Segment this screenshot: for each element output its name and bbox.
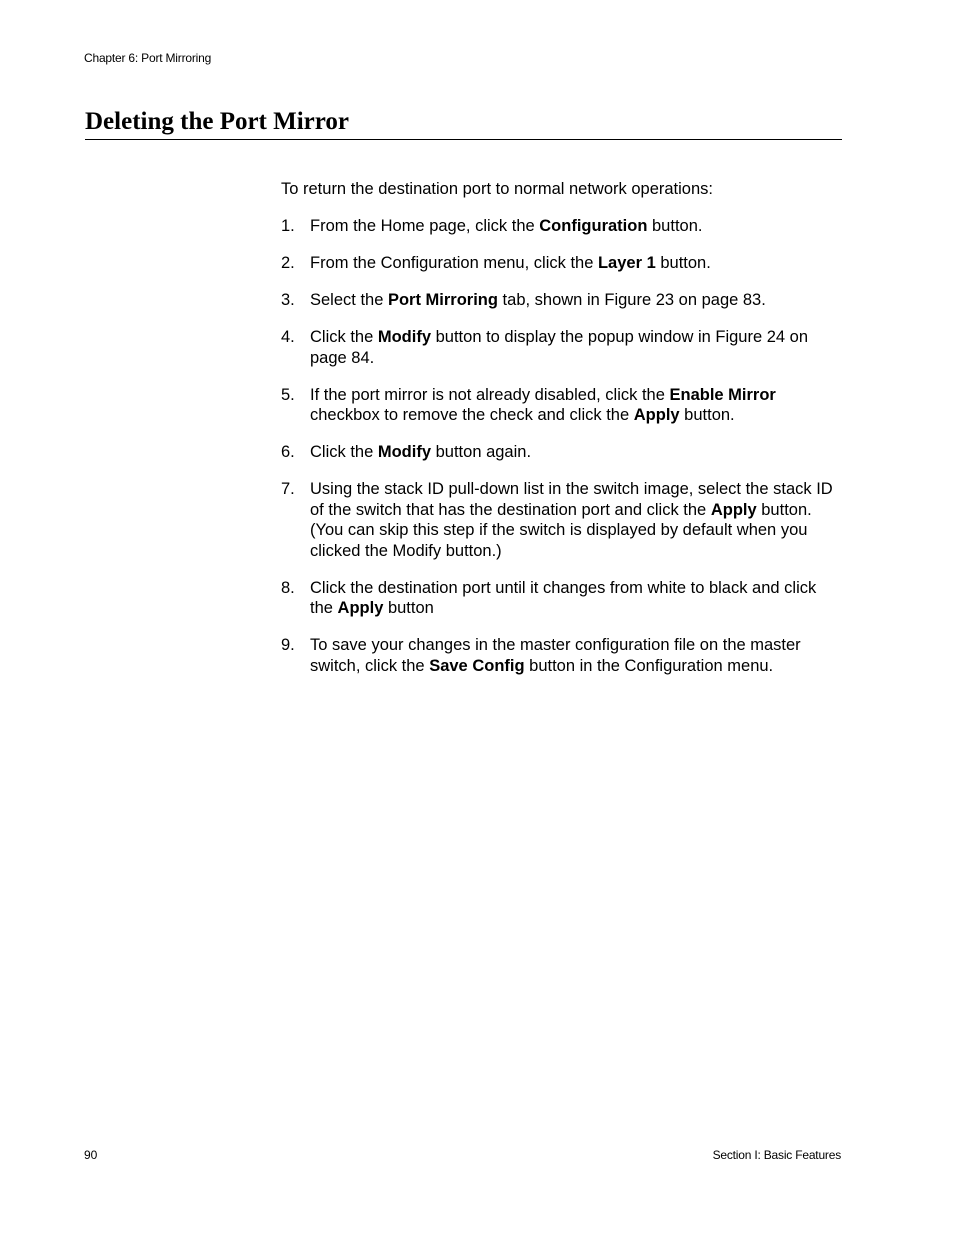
- step-text: [310, 328, 808, 367]
- body-content: [281, 179, 841, 693]
- step-number: 6.: [281, 443, 295, 461]
- step-emphasis: Layer 1: [597, 254, 656, 272]
- step-emphasis: Apply: [337, 599, 384, 617]
- running-header: Chapter 6: Port Mirroring: [84, 51, 212, 65]
- step-text: [310, 386, 776, 425]
- step-emphasis: Save Config: [429, 656, 525, 675]
- step-text-run: Using the stack ID pull-down list in the switch image, select the stack ID of the switch that has the destination port and click the: [310, 480, 833, 519]
- step-text-run: button again.: [431, 443, 532, 461]
- step-emphasis: Enable Mirror: [669, 385, 776, 404]
- step-emphasis: Modify: [377, 443, 432, 461]
- step-text: [310, 636, 801, 675]
- step-text-run: tab, shown in Figure 23 on page 83.: [497, 291, 766, 309]
- step-item: [281, 442, 841, 463]
- step-text: [310, 291, 766, 309]
- step-text-run: If the port mirror is not already disabled, click the: [310, 385, 670, 404]
- step-number: 1.: [281, 217, 295, 235]
- step-text-run: checkbox to remove the check and click the: [310, 406, 634, 424]
- step-text: [310, 443, 531, 461]
- step-number: 4.: [281, 328, 295, 346]
- step-emphasis: Port Mirroring: [387, 291, 498, 309]
- intro-paragraph: To return the destination port to normal network operations:: [281, 180, 713, 198]
- step-item: [281, 385, 841, 426]
- step-emphasis: Modify: [377, 328, 432, 346]
- step-number: 9.: [281, 636, 295, 654]
- page-number: 90: [84, 1148, 98, 1162]
- step-item: [281, 216, 841, 237]
- step-text-run: Click the destination port until it changes from white to black and click the: [310, 578, 817, 617]
- step-number: 8.: [281, 578, 295, 597]
- step-number: 2.: [281, 254, 295, 272]
- step-item: [281, 327, 841, 368]
- step-text-run: button.: [647, 217, 703, 235]
- step-text: [310, 254, 711, 272]
- step-emphasis: Configuration: [539, 217, 648, 235]
- step-text-run: From the Home page, click the: [310, 217, 540, 235]
- step-item: [281, 635, 841, 676]
- step-text-run: button: [383, 599, 434, 617]
- step-text-run: To save your changes in the master configuration file on the master switch, click the: [310, 636, 801, 675]
- step-text-run: button in the Configuration menu.: [524, 656, 774, 675]
- step-number: 3.: [281, 291, 295, 309]
- step-text-run: button.: [679, 406, 735, 424]
- section-title: Deleting the Port Mirror: [85, 108, 350, 135]
- step-text-run: Click the: [310, 443, 378, 461]
- step-item: [281, 290, 841, 311]
- step-text-run: button. (You can skip this step if the switch is displayed by default when you clicked the Modify button.): [310, 500, 812, 560]
- step-item: [281, 578, 841, 619]
- step-text-run: From the Configuration menu, click the: [310, 254, 598, 272]
- step-text-run: button.: [655, 254, 711, 272]
- step-item: [281, 479, 841, 561]
- step-emphasis: Apply: [710, 500, 757, 519]
- step-number: 5.: [281, 385, 295, 404]
- step-text: [310, 217, 702, 235]
- step-item: [281, 253, 841, 274]
- step-text-run: Select the: [310, 291, 388, 309]
- step-text-run: Click the: [310, 328, 378, 346]
- step-emphasis: Apply: [633, 406, 680, 424]
- step-text: [310, 480, 833, 560]
- step-text: [310, 579, 816, 618]
- steps-list: [281, 216, 841, 676]
- running-footer: Section I: Basic Features: [712, 1148, 841, 1162]
- step-number: 7.: [281, 480, 295, 498]
- step-text-run: button to display the popup window in Figure 24 on page 84.: [310, 328, 809, 367]
- title-rule: [85, 139, 842, 140]
